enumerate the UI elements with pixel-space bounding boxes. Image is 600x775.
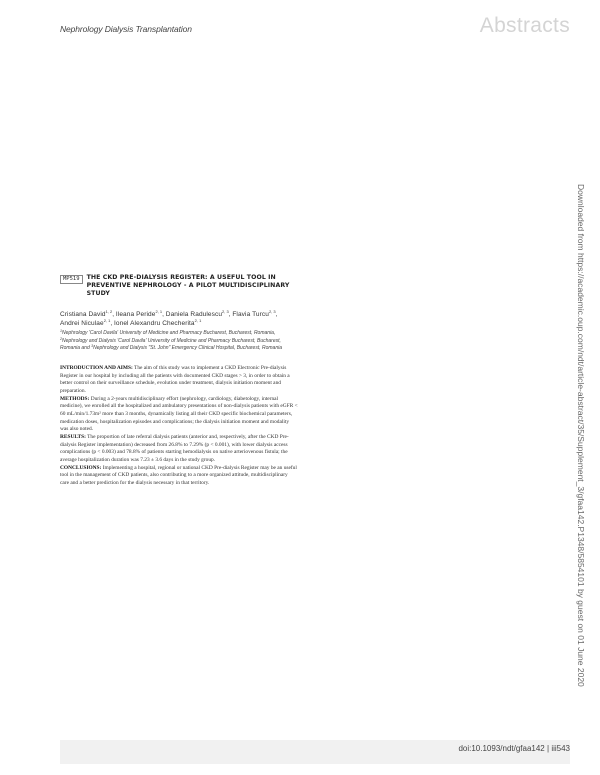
author-name: Andrei Niculae [60,320,104,327]
abstract-section-intro [60,365,298,396]
author-affiliation-marker: 2, 1 [194,318,202,323]
author-affiliation-marker: 2, 3 [222,309,229,314]
section-text: The proportion of late referral dialysis patients (anterior and, respectively, after the CKD Pre-dialysis Register implementation) decreased from 26.8% to 7.29% (p < 0.001), with lower dialysis access complications (p < 0.003) and 78.8% of patients starting hemodialysis on native arteriovenous fistula; the average hospitalization duration was 7.23 ± 3.6 days in the study group. [60,434,289,463]
footer-divider: | [547,744,550,753]
section-label: INTRODUCTION AND AIMS: [60,365,133,372]
affiliation-marker: 3 [91,344,94,349]
author-name: Daniela Radulescu [165,311,223,318]
section-text: Implementing a hospital, regional or national CKD Pre-dialysis Register may be an useful tool in the management of CKD patients, also contributing to a more organized attitude, multidisciplinary care and a better prediction for the dialysis necessary in that territory. [60,464,297,486]
abstract-body [60,365,298,488]
abstract-title: THE CKD PRE-DIALYSIS REGISTER: A USEFUL TOOL IN PREVENTIVE NEPHROLOGY - A PILOT MULTIDISCIPLINARY STUDY [86,274,290,297]
affiliation-marker: 1 [60,329,62,333]
abstract [60,274,298,488]
abstract-id: MP519 [60,275,83,284]
abstract-section-conclusions [60,465,298,488]
author-affiliation-marker: 2, 3 [268,309,276,314]
author-list: Cristiana David$^{1, 2}$, Ileana Peride$^{2, 1}$, Daniela Radulescu$^{2, 3}$, Flavia Turcu$^{2, 3}$, Andrei Niculae$^{2, 1}$, Ionel Alexandru Checherita$^{2, 1}$ [60,309,278,327]
page-number: iii543 [551,744,570,753]
section-text: During a 2-years multidisciplinary effort (nephrology, cardiology, diabetology, internal medicine), we enrolled all the hospitalized and ambulatory presentations of non-dialysis patients with eGFR < 60 mL/min/1.73m² more than 3 months, dynamically listing all their CKD specific biochemical parameters, medication doses, hospitalization episodes and complications; the dialysis initiation moment and modality was also noted. [60,395,298,433]
section-text: The aim of this study was to implement a CKD Electronic Pre-dialysis Register in our hospital by including all the patients with documented CKD stages > 3, in order to obtain a better control on their surveillance schedule, evolution under treatment, dialysis initiation moment and preparation. [60,365,290,395]
author-name: Cristiana David [60,311,106,318]
affiliation-marker: 2 [60,336,62,341]
abstract-header [60,274,298,298]
section-label: RESULTS: [60,434,86,441]
download-notice: Downloaded from https://academic.oup.com/ndt/article-abstract/35/Supplement_3/gfaa142.P1348/5854101 by guest on 01 June 2020 [576,184,586,687]
section-label: METHODS: [60,395,90,402]
section-title: Abstracts [479,14,570,37]
author-affiliation-marker: 2, 1 [103,318,111,323]
author-name: Ileana Peride [115,311,156,318]
abstract-section-results [60,434,298,465]
footer-citation [458,744,570,753]
section-label: CONCLUSIONS: [60,464,102,471]
author-affiliation-marker: 2, 1 [155,309,163,314]
author-name: Ionel Alexandru Checherita [113,320,195,327]
affiliation-text: Nephrology and Dialysis 'Carol Davila' University of Medicine and Pharmacy Bucharest, Bucharest, Romania and [60,337,281,352]
author-name: Flavia Turcu [232,311,269,318]
author-affiliation-marker: 1, 2 [105,309,113,314]
affiliation-text: Nephrology and Dialysis "St. John" Emergency Clinical Hospital, Bucharest, Romania [93,345,283,352]
abstract-section-methods [60,396,298,434]
affiliations [60,330,298,353]
affiliation-text: Nephrology 'Carol Davila' University of Medicine and Pharmacy Bucharest, Bucharest, Romania, [61,330,276,336]
journal-name: Nephrology Dialysis Transplantation [60,24,192,34]
doi-link[interactable]: doi:10.1093/ndt/gfaa142 [458,744,545,753]
